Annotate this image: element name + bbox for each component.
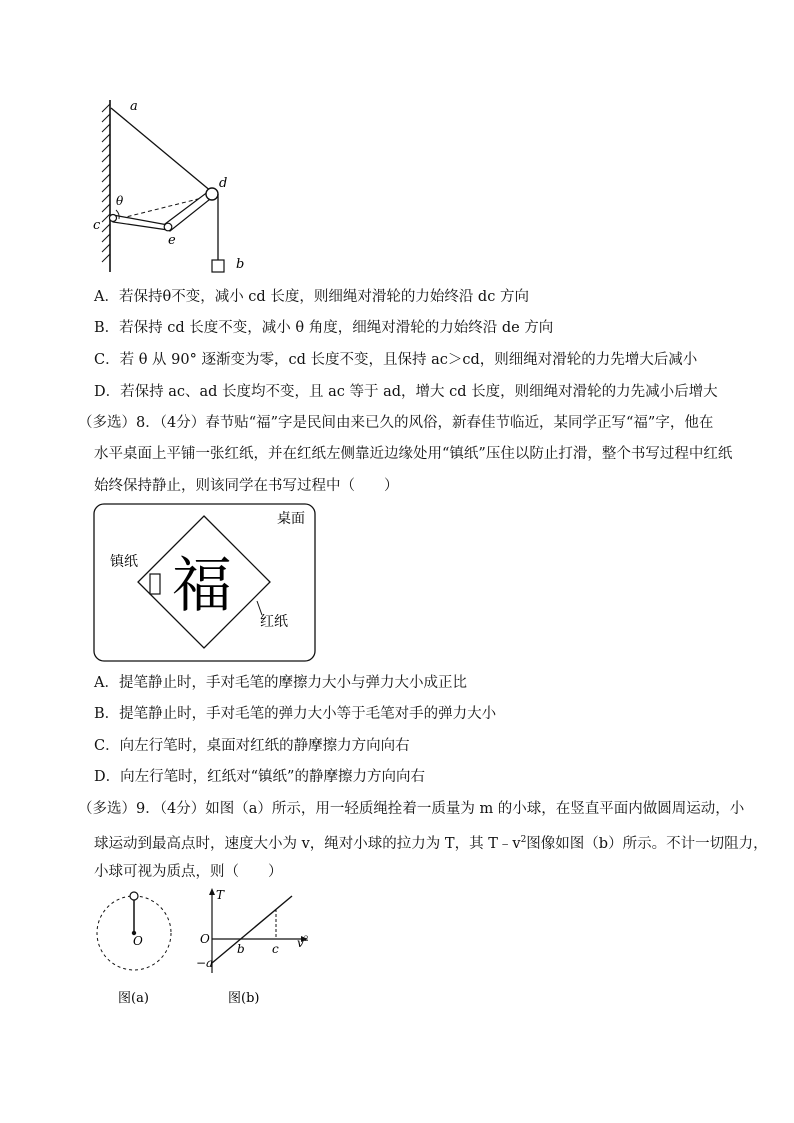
q9-stem-line-2-b: 图像如图（b）所示。不计一切阻力， — [526, 835, 768, 852]
label-v-axis: v — [297, 936, 304, 950]
q8-stem-line-1: （多选）8．（4分）春节贴“福”字是民间由来已久的风俗，新春佳节临近，某同学正写“福”字，他在 — [78, 415, 714, 431]
q8-option-d: D．向左行笔时，红纸对“镇纸”的静摩擦力方向向右 — [94, 769, 425, 785]
label-d: d — [219, 176, 228, 191]
label-b-point: b — [237, 942, 245, 956]
q8-stem-line-3: 始终保持静止，则该同学在书写过程中（ ） — [94, 478, 399, 494]
q7-option-c: C．若 θ 从 90° 逐渐变为零，cd 长度不变，且保持 ac＞cd，则细绳对滑轮的力先增大后减小 — [94, 352, 698, 368]
label-weight: 镇纸 — [110, 554, 138, 570]
label-neg-a: −a — [196, 956, 214, 970]
caption-fig-b: 图(b) — [228, 991, 260, 1006]
q9-stem-line-2 — [94, 830, 768, 854]
label-paper: 红纸 — [260, 614, 288, 630]
q8-stem-line-2: 水平桌面上平铺一张红纸，并在红纸左侧靠近边缘处用“镇纸”压住以防止打滑，整个书写过程中红纸 — [94, 446, 733, 462]
label-e: e — [168, 233, 176, 248]
label-b: b — [236, 257, 245, 272]
desk-figure — [92, 502, 318, 664]
label-center-o: O — [133, 934, 143, 948]
q9-stem-line-2-a: 球运动到最高点时，速度大小为 v，绳对小球的拉力为 T，其 T﹣v — [94, 835, 521, 852]
q8-option-c: C．向左行笔时，桌面对红纸的静摩擦力方向向右 — [94, 738, 410, 754]
circle-figure — [92, 885, 176, 1010]
q9-stem-line-1: （多选）9．（4分）如图（a）所示，用一轻质绳拴着一质量为 m 的小球，在竖直平面内做圆周运动，小 — [78, 801, 745, 817]
q9-v-sup: 2 — [520, 835, 527, 845]
caption-fig-a: 图(a) — [118, 991, 149, 1006]
fu-character: 福 — [172, 551, 232, 621]
t-v2-graph — [192, 885, 317, 1010]
q7-option-d: D．若保持 ac、ad 长度均不变，且 ac 等于 ad，增大 cd 长度，则细绳对滑轮的力先减小后增大 — [94, 384, 718, 400]
label-origin: O — [200, 932, 210, 946]
label-c: c — [93, 218, 101, 233]
q7-option-b: B．若保持 cd 长度不变，减小 θ 角度，细绳对滑轮的力始终沿 de 方向 — [94, 320, 554, 336]
q9-stem-line-3: 小球可视为质点，则（ ） — [94, 864, 283, 880]
q8-option-a: A．提笔静止时，手对毛笔的摩擦力大小与弹力大小成正比 — [94, 675, 467, 691]
label-v-axis-sup: 2 — [304, 935, 309, 943]
label-a: a — [130, 99, 138, 114]
q8-option-b: B．提笔静止时，手对毛笔的弹力大小等于毛笔对手的弹力大小 — [94, 706, 497, 722]
pulley-figure — [80, 92, 260, 282]
label-theta: θ — [116, 194, 124, 208]
q7-option-a: A．若保持θ不变，减小 cd 长度，则细绳对滑轮的力始终沿 dc 方向 — [94, 289, 529, 305]
label-t-axis: T — [216, 888, 225, 902]
label-desk: 桌面 — [277, 511, 305, 527]
label-c-point: c — [272, 942, 279, 956]
